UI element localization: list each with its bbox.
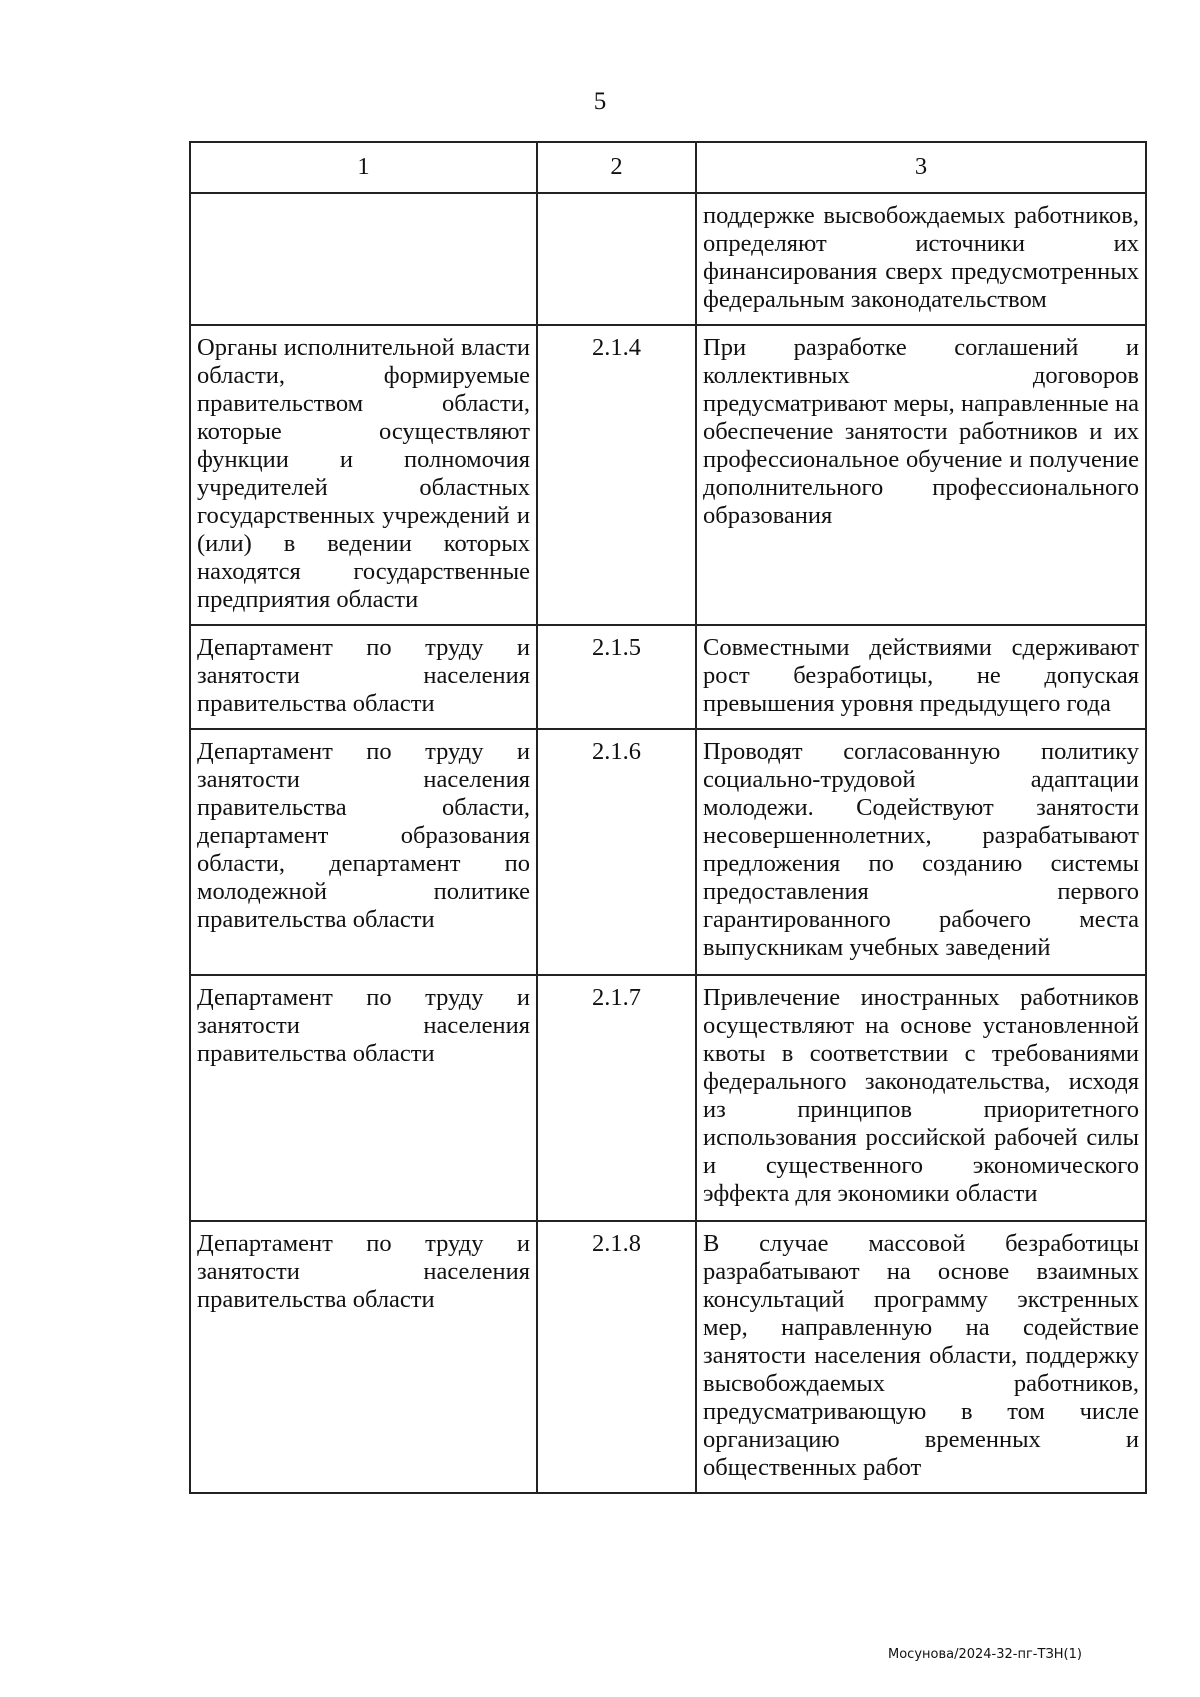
- measure-cell: Проводят согласованную политику социально-трудовой адаптации молодежи. Содействуют занятости несовершеннолетних, разрабатывают предложения по созданию системы предоставления первого гарантированного рабочего места выпускникам учебных заведений: [696, 729, 1146, 975]
- page-number: 5: [593, 88, 607, 115]
- column-header-2: 2: [537, 142, 696, 193]
- table-row: [190, 975, 1146, 1221]
- item-number-cell: [537, 193, 696, 325]
- executor-cell: Департамент по труду и занятости населения правительства области: [190, 625, 537, 729]
- item-number-cell: 2.1.7: [537, 975, 696, 1221]
- measure-cell: Совместными действиями сдерживают рост безработицы, не допуская превышения уровня предыдущего года: [696, 625, 1146, 729]
- column-header-3: 3: [696, 142, 1146, 193]
- column-header-1: 1: [190, 142, 537, 193]
- executor-cell: Органы исполнительной власти области, формируемые правительством области, которые осуществляют функции и полномочия учредителей областных государственных учреждений и (или) в ведении которых находятся государственные предприятия области: [190, 325, 537, 625]
- executor-cell: Департамент по труду и занятости населения правительства области, департамент образования области, департамент по молодежной политике правительства области: [190, 729, 537, 975]
- item-number-cell: 2.1.5: [537, 625, 696, 729]
- executor-cell: [190, 193, 537, 325]
- table-row: [190, 1221, 1146, 1493]
- document-table: [189, 141, 1147, 1494]
- executor-cell: Департамент по труду и занятости населения правительства области: [190, 975, 537, 1221]
- measure-cell: При разработке соглашений и коллективных договоров предусматривают меры, направленные на обеспечение занятости работников и их профессиональное обучение и получение дополнительного профессионального образования: [696, 325, 1146, 625]
- measure-cell: поддержке высвобождаемых работников, определяют источники их финансирования сверх предусмотренных федеральным законодательством: [696, 193, 1146, 325]
- measure-cell: В случае массовой безработицы разрабатывают на основе взаимных консультаций программу экстренных мер, направленную на содействие занятости населения области, поддержку высвобождаемых работников, предусматривающую в том числе организацию временных и общественных работ: [696, 1221, 1146, 1493]
- table-row: [190, 193, 1146, 325]
- item-number-cell: 2.1.6: [537, 729, 696, 975]
- table-row: [190, 325, 1146, 625]
- table-row: [190, 625, 1146, 729]
- item-number-cell: 2.1.4: [537, 325, 696, 625]
- document-footer-code: Мосунова/2024-32-пг-ТЗН(1): [888, 1647, 1082, 1662]
- table-header-row: [190, 142, 1146, 193]
- measure-cell: Привлечение иностранных работников осуществляют на основе установленной квоты в соответствии с требованиями федерального законодательства, исходя из принципов приоритетного использования российской рабочей силы и существенного экономического эффекта для экономики области: [696, 975, 1146, 1221]
- item-number-cell: 2.1.8: [537, 1221, 696, 1493]
- table-row: [190, 729, 1146, 975]
- executor-cell: Департамент по труду и занятости населения правительства области: [190, 1221, 537, 1493]
